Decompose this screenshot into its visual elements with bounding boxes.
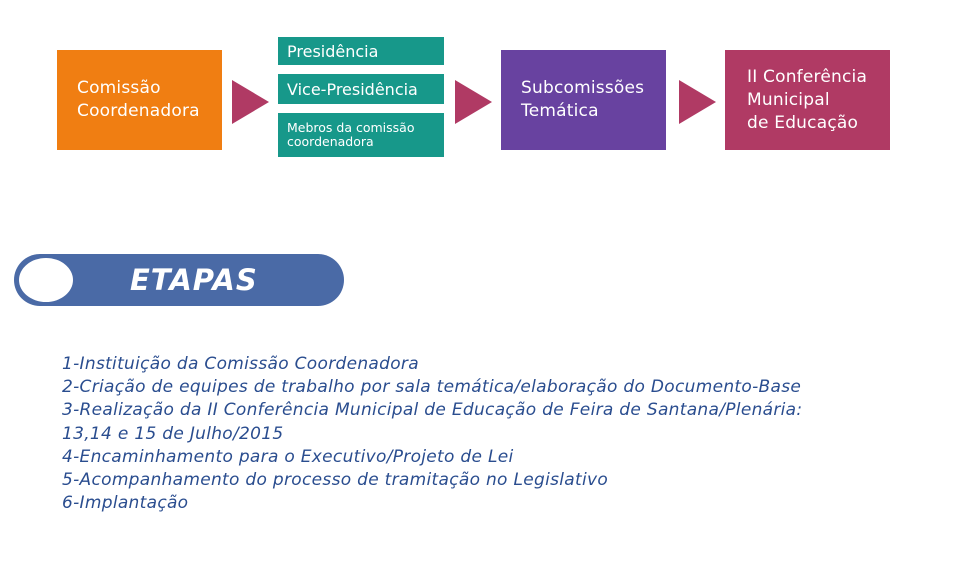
presidencia-label: Presidência [287,41,379,61]
arrow-right-icon [232,80,269,124]
etapas-title: ETAPAS [130,263,258,297]
presidencia-box [278,37,444,65]
vice-presidencia-box [278,74,444,104]
comissao-label-line-2: Coordenadora [77,101,200,121]
step-line: 13,14 e 15 de Julho/2015 [62,423,284,444]
vice-presidencia-label: Vice-Presidência [287,79,418,99]
conferencia-label-line-2: Municipal [747,89,830,110]
step-line: 3-Realização da II Conferência Municipal de Educação de Feira de Santana/Plenária: [62,400,803,421]
banner-circle [19,258,73,302]
membros-label-line-2: coordenadora [287,134,374,149]
subcomissoes-box [501,50,666,150]
etapas-banner [14,254,344,306]
conferencia-label-line-3: de Educação [747,112,859,133]
step-line: 4-Encaminhamento para o Executivo/Projeto de Lei [62,446,514,467]
arrow-right-icon [455,80,492,124]
steps-list [62,353,962,515]
membros-label-line-1: Mebros da comissão [287,120,415,135]
membros-box [278,113,444,157]
comissao-label-line-1: Comissão [77,78,161,98]
subcomissoes-label-line-1: Subcomissões [521,78,645,98]
conferencia-box [725,50,890,150]
step-line: 5-Acompanhamento do processo de tramitação no Legislativo [62,470,609,491]
conferencia-label-line-1: II Conferência [747,66,868,87]
arrow-right-icon [679,80,716,124]
step-line: 6-Implantação [62,493,189,514]
step-line: 1-Instituição da Comissão Coordenadora [62,354,419,374]
comissao-coordenadora-box [57,50,222,150]
subcomissoes-label-line-2: Temática [521,101,599,121]
step-line: 2-Criação de equipes de trabalho por sala temática/elaboração do Documento-Base [62,377,802,398]
